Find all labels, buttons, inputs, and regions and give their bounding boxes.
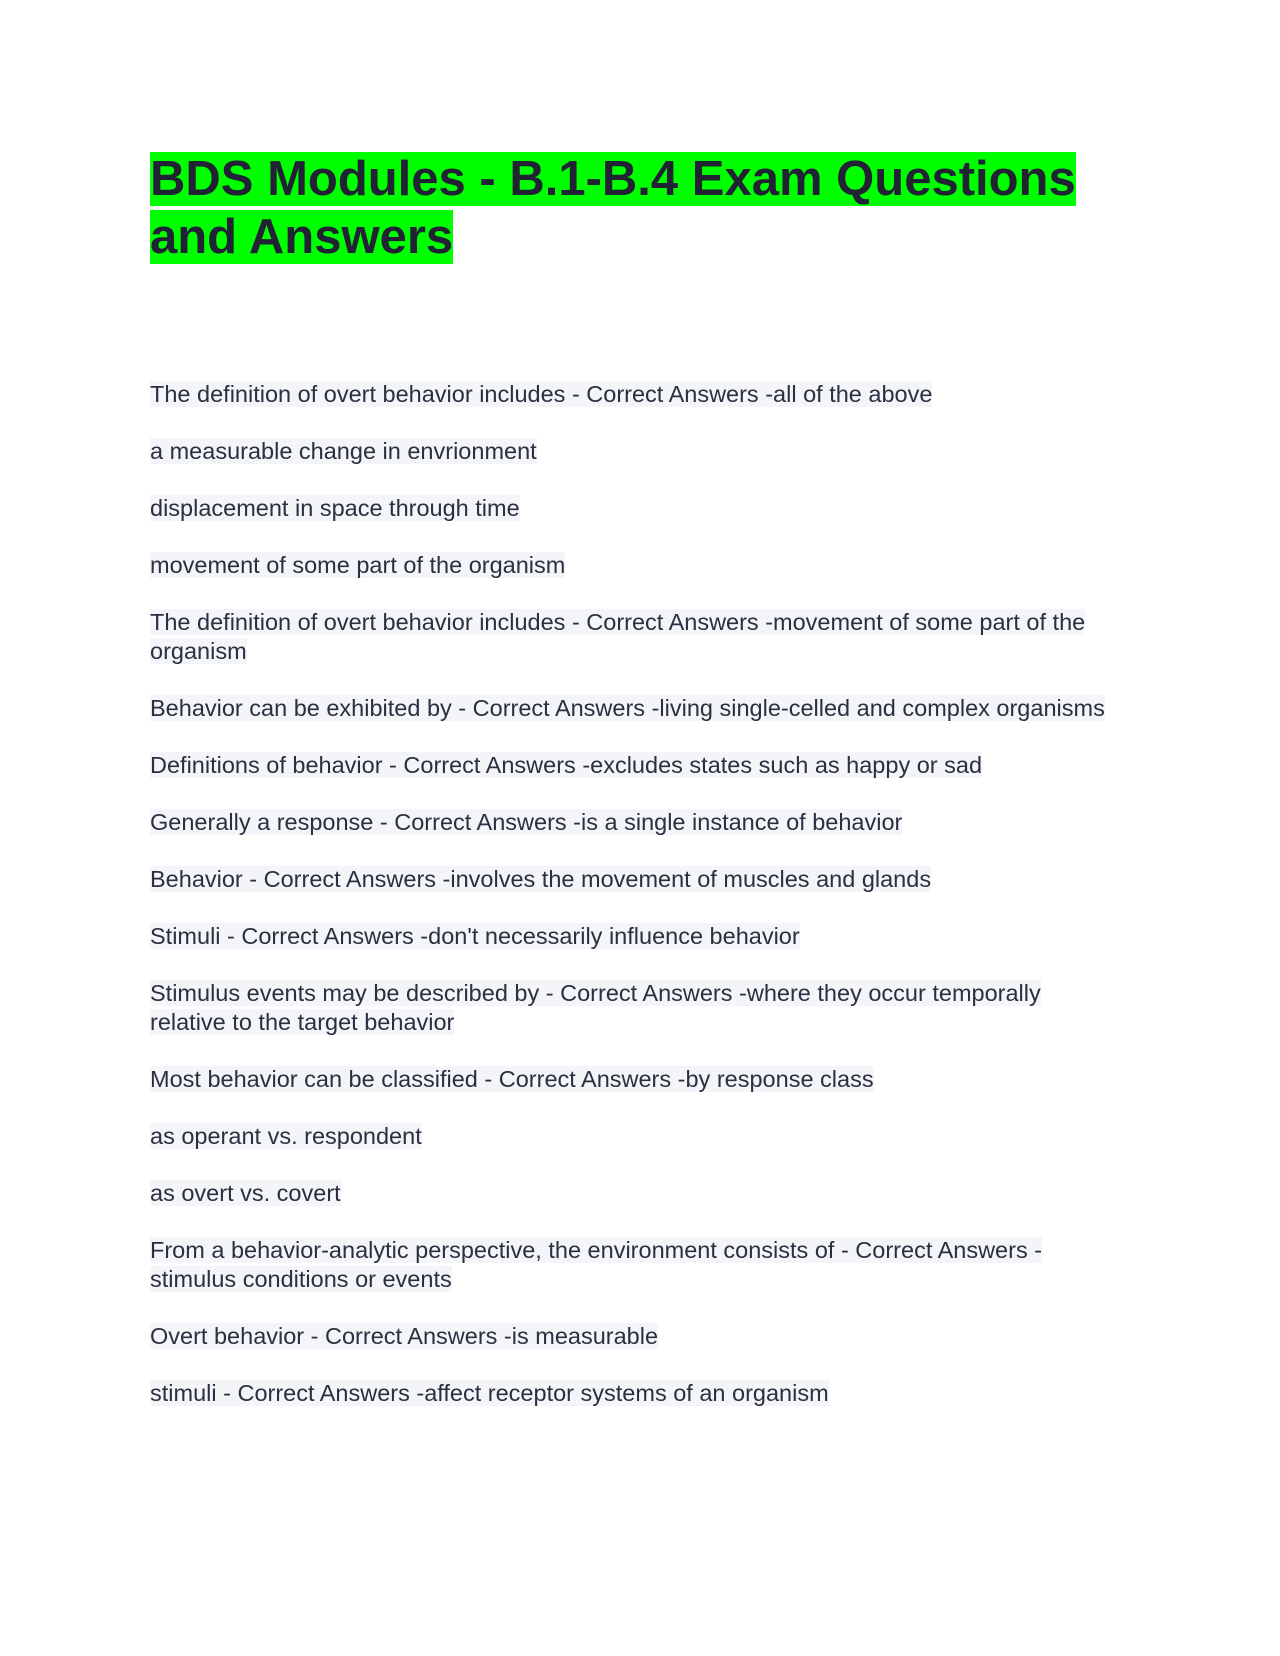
qa-entry: The definition of overt behavior includes - Correct Answers -movement of some part of the organism	[150, 609, 1086, 664]
qa-entry: a measurable change in envrionment	[150, 438, 537, 464]
qa-entry: Definitions of behavior - Correct Answers -excludes states such as happy or sad	[150, 752, 983, 778]
qa-list	[150, 380, 1110, 1408]
page-title	[150, 150, 1110, 266]
qa-entry: Stimuli - Correct Answers -don't necessarily influence behavior	[150, 923, 800, 949]
qa-entry: Most behavior can be classified - Correct Answers -by response class	[150, 1066, 874, 1092]
qa-entry: Stimulus events may be described by - Correct Answers -where they occur temporally relative to the target behavior	[150, 980, 1041, 1035]
title-highlight: BDS Modules - B.1-B.4 Exam Questions and Answers	[150, 152, 1076, 264]
qa-entry: The definition of overt behavior includes - Correct Answers -all of the above	[150, 381, 933, 407]
qa-entry: Overt behavior - Correct Answers -is measurable	[150, 1323, 659, 1349]
qa-entry: Generally a response - Correct Answers -is a single instance of behavior	[150, 809, 903, 835]
qa-entry: movement of some part of the organism	[150, 552, 566, 578]
qa-entry: Behavior - Correct Answers -involves the movement of muscles and glands	[150, 866, 932, 892]
qa-entry: stimuli - Correct Answers -affect receptor systems of an organism	[150, 1380, 829, 1406]
document-page	[150, 150, 1110, 1436]
qa-entry: From a behavior-analytic perspective, the environment consists of - Correct Answers -stimulus conditions or events	[150, 1237, 1043, 1292]
qa-entry: Behavior can be exhibited by - Correct Answers -living single-celled and complex organisms	[150, 695, 1105, 721]
qa-entry: as operant vs. respondent	[150, 1123, 422, 1149]
qa-entry: as overt vs. covert	[150, 1180, 341, 1206]
qa-entry: displacement in space through time	[150, 495, 520, 521]
